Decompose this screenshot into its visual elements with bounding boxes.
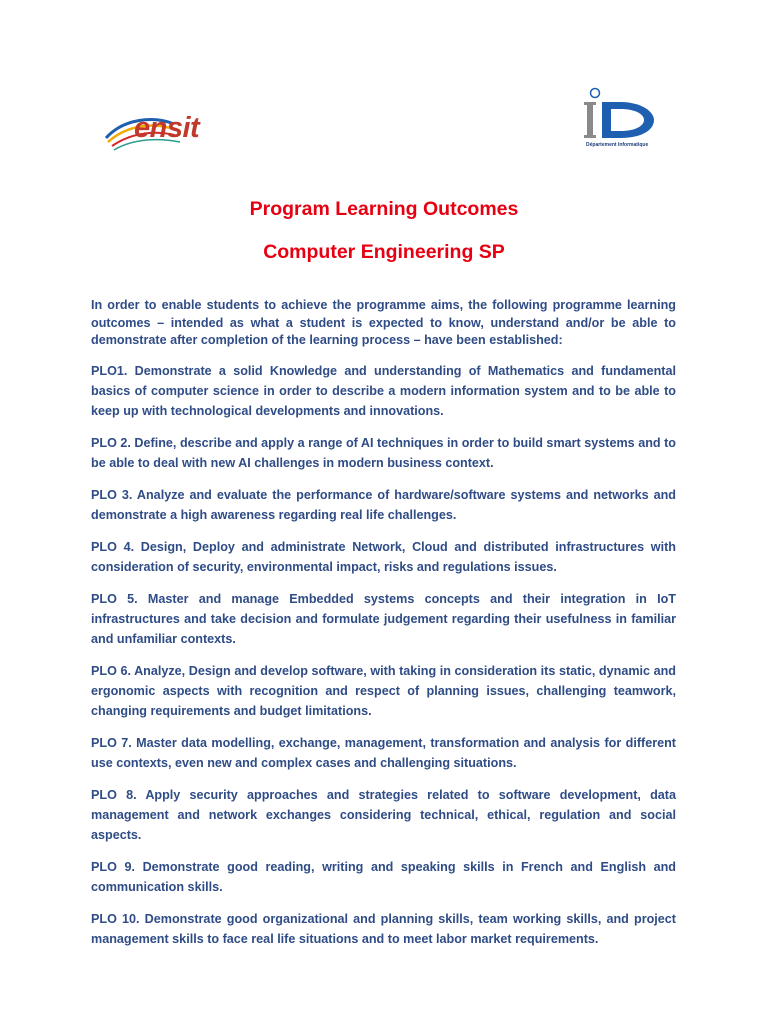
plo-item: PLO 10. Demonstrate good organizational and planning skills, team working skills, and project management skills to face real life situations and to meet labor market requirements. <box>91 911 676 946</box>
plo-item: PLO 4. Design, Deploy and administrate Network, Cloud and distributed infrastructures with consideration of security, environmental impact, risks and regulations issues. <box>91 539 676 574</box>
plo-item: PLO 9. Demonstrate good reading, writing and speaking skills in French and English and communication skills. <box>91 859 676 894</box>
ensit-logo-text: ensit <box>134 112 200 144</box>
plo-item: PLO1. Demonstrate a solid Knowledge and understanding of Mathematics and fundamental basics of computer science in order to describe a modern information system and to be able to keep up with technological developments and innovations. <box>91 363 676 418</box>
id-departement-logo <box>580 86 660 156</box>
plo-item: PLO 3. Analyze and evaluate the performance of hardware/software systems and networks and demonstrate a high awareness regarding real life challenges. <box>91 487 676 522</box>
id-logo-icon <box>580 86 660 144</box>
plo-item: PLO 8. Apply security approaches and strategies related to software development, data management and network exchanges considering technical, ethical, regulation and social aspects. <box>91 787 676 842</box>
plo-item: PLO 6. Analyze, Design and develop software, with taking in consideration its static, dynamic and ergonomic aspects with recognition and respect of planning issues, challenging teamwork, changing requirements and budget limitations. <box>91 663 676 718</box>
page-title: Program Learning Outcomes <box>249 198 519 220</box>
plo-item: PLO 7. Master data modelling, exchange, management, transformation and analysis for different use contexts, even new and complex cases and challenging situations. <box>91 735 676 770</box>
plo-item: PLO 5. Master and manage Embedded systems concepts and their integration in IoT infrastructures and take decision and formulate judgement regarding their usefulness in familiar and unfamiliar contexts. <box>91 591 676 646</box>
intro-paragraph: In order to enable students to achieve the programme aims, the following programme learning outcomes – intended as what a student is expected to know, understand and/or be able to demonstrate after completion of the learning process – have been established: <box>91 298 676 348</box>
ensit-logo <box>104 108 240 154</box>
page-subtitle: Computer Engineering SP <box>263 241 505 263</box>
plo-item: PLO 2. Define, describe and apply a range of AI techniques in order to build smart systems and to be able to deal with new AI challenges in modern business context. <box>91 435 676 470</box>
document-body <box>91 297 676 961</box>
id-logo-caption: Département Informatique <box>586 142 649 148</box>
